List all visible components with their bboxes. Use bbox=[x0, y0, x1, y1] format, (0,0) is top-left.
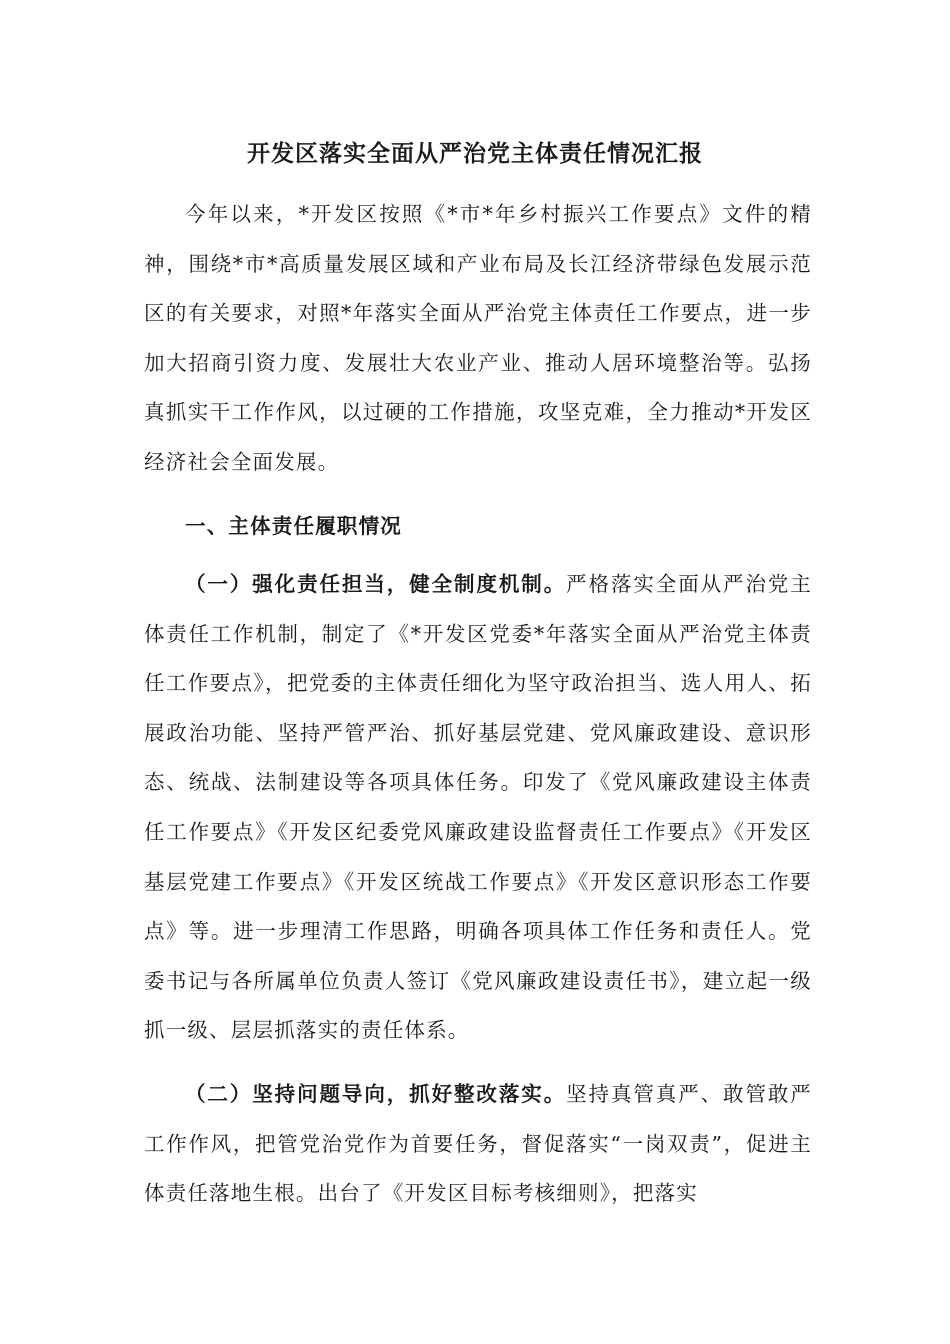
item-1-text: 严格落实全面从严治党主体责任工作机制，制定了《*开发区党委*年落实全面从严治党主体责任工作要点》，把党委的主体责任细化为坚守政治担当、选人用人、拓展政治功能、坚持严管严治、抓好基层党建、党风廉政建设、意识形态、统战、法制建设等各项具体任务。印发了《党风廉政建设主体责任工作要点》《开发区纪委党风廉政建设监督责任工作要点》《开发区基层党建工作要点》《开发区统战工作要点》《开发区意识形态工作要点》等。进一步理清工作思路，明确各项具体工作任务和责任人。党委书记与各所属单位负责人签订《党风廉政建设责任书》，建立起一级抓一级、层层抓落实的责任体系。 bbox=[144, 572, 812, 1043]
item-1-lead: （一）强化责任担当，健全制度机制。 bbox=[185, 572, 567, 596]
section-heading: 一、主体责任履职情况 bbox=[185, 514, 402, 538]
intro-paragraph: 今年以来，*开发区按照《*市*年乡村振兴工作要点》文件的精神，围绕*市*高质量发展区域和产业布局及长江经济带绿色发展示范区的有关要求，对照*年落实全面从严治党主体责任工作要点，进一步加大招商引资力度、发展壮大农业产业、推动人居环境整治等。弘扬真抓实干工作作风，以过硬的工作措施，攻坚克难，全力推动*开发区经济社会全面发展。 bbox=[144, 202, 812, 474]
document-title: 开发区落实全面从严治党主体责任情况汇报 bbox=[247, 140, 703, 167]
item-2-text: 坚持真管真严、敢管敢严工作作风，把管党治党作为首要任务，督促落实“一岗双责”，促进主体责任落地生根。出台了《开发区目标考核细则》，把落实 bbox=[144, 1082, 812, 1206]
item-1-paragraph bbox=[144, 560, 812, 1056]
item-2-paragraph bbox=[144, 1070, 812, 1219]
item-2-lead: （二）坚持问题导向，抓好整改落实。 bbox=[185, 1082, 567, 1106]
